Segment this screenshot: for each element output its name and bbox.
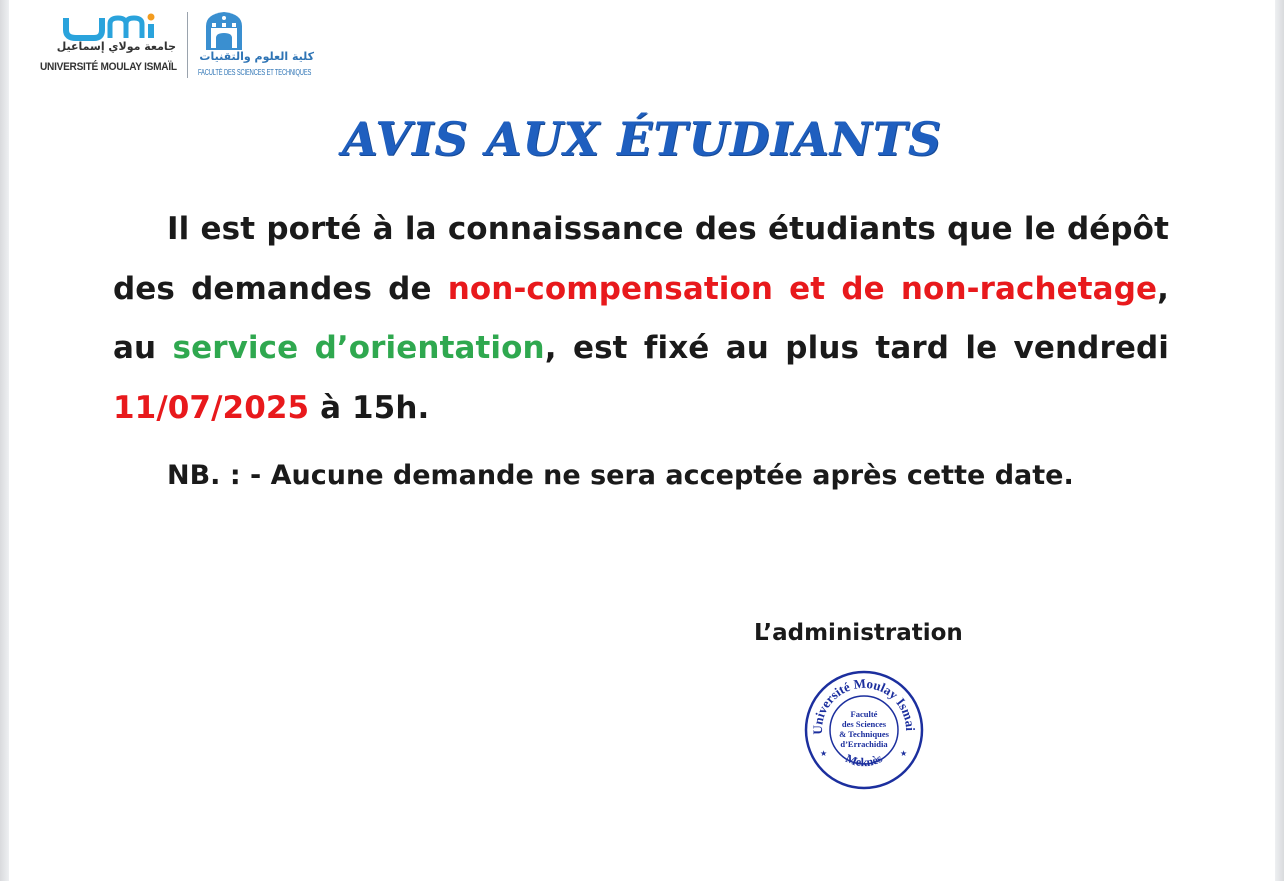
umi-latin-name: UNIVERSITÉ MOULAY ISMAÏL	[40, 61, 177, 73]
nb-note: NB. : - Aucune demande ne sera acceptée après cette date.	[167, 460, 1074, 491]
deadline-date: 11/07/2025	[113, 389, 310, 426]
body-text-2: , au	[113, 270, 1169, 366]
body-text-1: Il est porté à la connaissance des étudiants que le dépôt des demandes de	[113, 211, 1169, 307]
fst-latin-name: FACULTÉ DES SCIENCES ET TECHNIQUES	[198, 68, 312, 77]
highlight-service-orientation: service d’orientation	[172, 330, 545, 366]
stamp-line-4: d’Errachidia	[840, 739, 888, 749]
stamp-line-2: des Sciences	[841, 719, 887, 729]
notice-body	[113, 200, 1169, 438]
fst-logo	[196, 10, 326, 82]
official-stamp	[802, 668, 926, 792]
stamp-star-right-icon: ★	[900, 749, 908, 758]
body-text-4: à 15h.	[309, 389, 430, 426]
stamp-line-3: & Techniques	[839, 729, 889, 739]
document-header	[40, 10, 330, 82]
signature-administration: L’administration	[754, 620, 963, 646]
fst-emblem-icon	[202, 10, 246, 52]
body-text-3: , est fixé au plus tard le vendredi	[544, 330, 1169, 366]
stamp-line-1: Faculté	[850, 709, 878, 719]
stamp-star-left-icon: ★	[820, 749, 828, 758]
fst-arabic-name: كلية العلوم والتقنيات	[199, 50, 314, 63]
umi-logo	[40, 10, 180, 80]
stamp-ring-bottom-text: Meknès	[843, 750, 885, 770]
stamp-ring-top-text: Université Moulay Ismai	[809, 675, 919, 735]
umi-logo-mark	[60, 12, 160, 42]
header-divider	[187, 12, 188, 78]
highlight-non-compensation: non-compensation et de non-rachetage	[447, 270, 1158, 307]
notice-title: AVIS AUX ÉTUDIANTS	[341, 112, 943, 166]
umi-arabic-name: جامعة مولاي إسماعيل	[56, 40, 176, 53]
